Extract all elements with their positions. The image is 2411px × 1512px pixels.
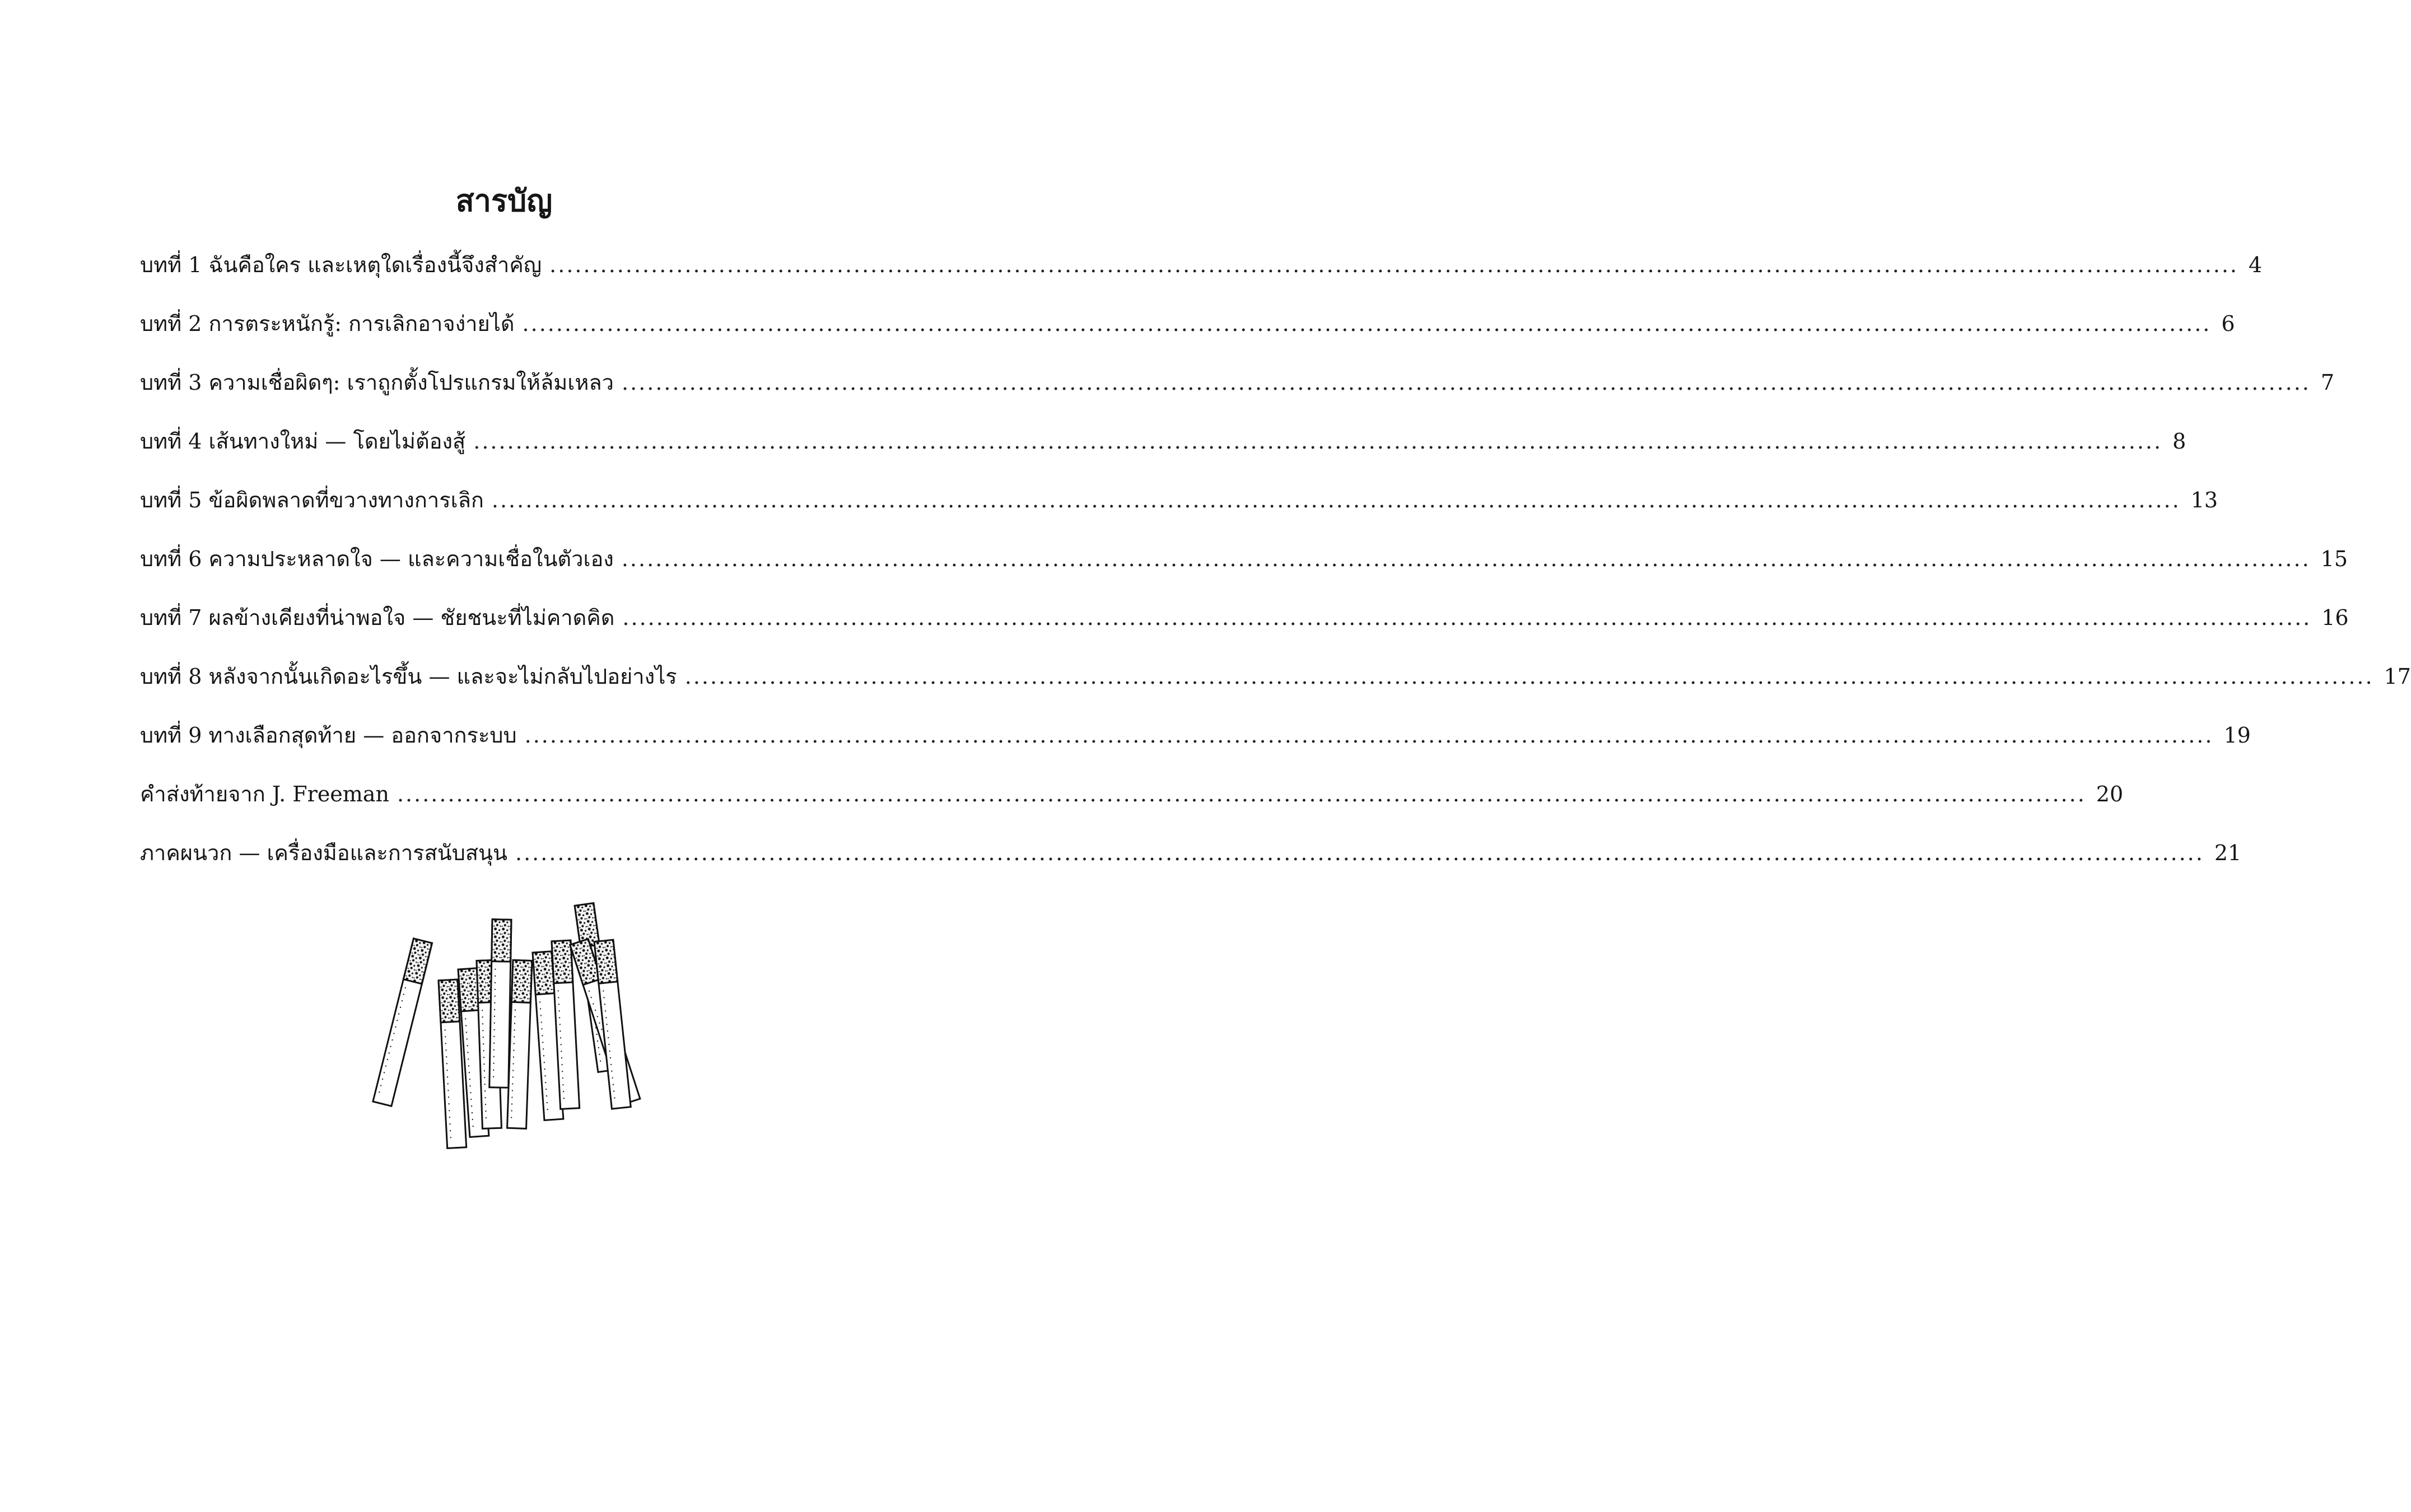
toc-entry [140, 368, 2335, 427]
toc-entry-page: 21 [2214, 841, 2242, 865]
dot-leader: ........................................................................................................................................................................................................ [522, 311, 2212, 336]
toc-entry-label: คำส่งท้ายจาก J. Freeman [140, 782, 389, 806]
toc-entry [140, 839, 2242, 898]
toc-entry [140, 251, 2263, 310]
toc-entry-label: บทที่ 8 หลังจากนั้นเกิดอะไรขึ้น — และจะไม่กลับไปอย่างไร [140, 664, 677, 689]
dot-leader: ........................................................................................................................................................................................................ [621, 547, 2311, 571]
dot-leader: ........................................................................................................................................................................................................ [524, 723, 2214, 748]
cigarette [373, 939, 432, 1106]
dot-leader: ........................................................................................................................................................................................................ [622, 370, 2311, 395]
toc-entry-page: 13 [2190, 488, 2218, 512]
toc-entry-label: บทที่ 9 ทางเลือกสุดท้าย — ออกจากระบบ [140, 723, 517, 748]
dot-leader: ........................................................................................................................................................................................................ [684, 664, 2374, 689]
toc-entry-page: 7 [2320, 370, 2335, 395]
toc-entry-page: 19 [2223, 723, 2251, 748]
toc-entry-page: 16 [2321, 605, 2349, 630]
toc-entry-page: 6 [2221, 311, 2235, 336]
dot-leader: ........................................................................................................................................................................................................ [622, 605, 2312, 630]
table-of-contents [140, 251, 2411, 898]
toc-entry-label: บทที่ 4 เส้นทางใหม่ — โดยไม่ต้องสู้ [140, 429, 466, 454]
toc-entry-page: 20 [2096, 782, 2124, 806]
toc-entry-label: ภาคผนวก — เครื่องมือและการสนับสนุน [140, 841, 508, 865]
dot-leader: ........................................................................................................................................................................................................ [473, 429, 2163, 454]
toc-entry-label: บทที่ 5 ข้อผิดพลาดที่ขวางทางการเลิก [140, 488, 484, 512]
toc-entry [140, 604, 2349, 662]
toc-entry [140, 662, 2411, 721]
toc-entry-label: บทที่ 1 ฉันคือใคร และเหตุใดเรื่องนี้จึงสำคัญ [140, 253, 542, 277]
toc-entry-page: 15 [2320, 547, 2348, 571]
dot-leader: ........................................................................................................................................................................................................ [397, 782, 2086, 806]
dot-leader: ........................................................................................................................................................................................................ [491, 488, 2181, 512]
page-title: สารบัญ [455, 183, 553, 218]
toc-entry-page: 17 [2384, 664, 2411, 689]
toc-entry [140, 721, 2251, 780]
toc-entry [140, 780, 2124, 839]
toc-entry [140, 486, 2218, 545]
toc-entry-label: บทที่ 6 ความประหลาดใจ — และความเชื่อในตัวเอง [140, 547, 614, 571]
toc-entry [140, 310, 2235, 368]
toc-entry-label: บทที่ 2 การตระหนักรู้: การเลิกอาจง่ายได้ [140, 311, 515, 336]
toc-entry [140, 545, 2348, 604]
toc-entry-page: 4 [2249, 253, 2263, 277]
dot-leader: ........................................................................................................................................................................................................ [549, 253, 2239, 277]
toc-entry-label: บทที่ 3 ความเชื่อผิดๆ: เราถูกตั้งโปรแกรมให้ล้มเหลว [140, 370, 614, 395]
dot-leader: ........................................................................................................................................................................................................ [515, 841, 2204, 865]
toc-entry [140, 427, 2186, 486]
cigarettes-illustration [364, 890, 655, 1182]
cigarette [489, 920, 511, 1088]
toc-entry-page: 8 [2172, 429, 2186, 454]
toc-entry-label: บทที่ 7 ผลข้างเคียงที่น่าพอใจ — ชัยชนะที่ไม่คาดคิด [140, 605, 615, 630]
